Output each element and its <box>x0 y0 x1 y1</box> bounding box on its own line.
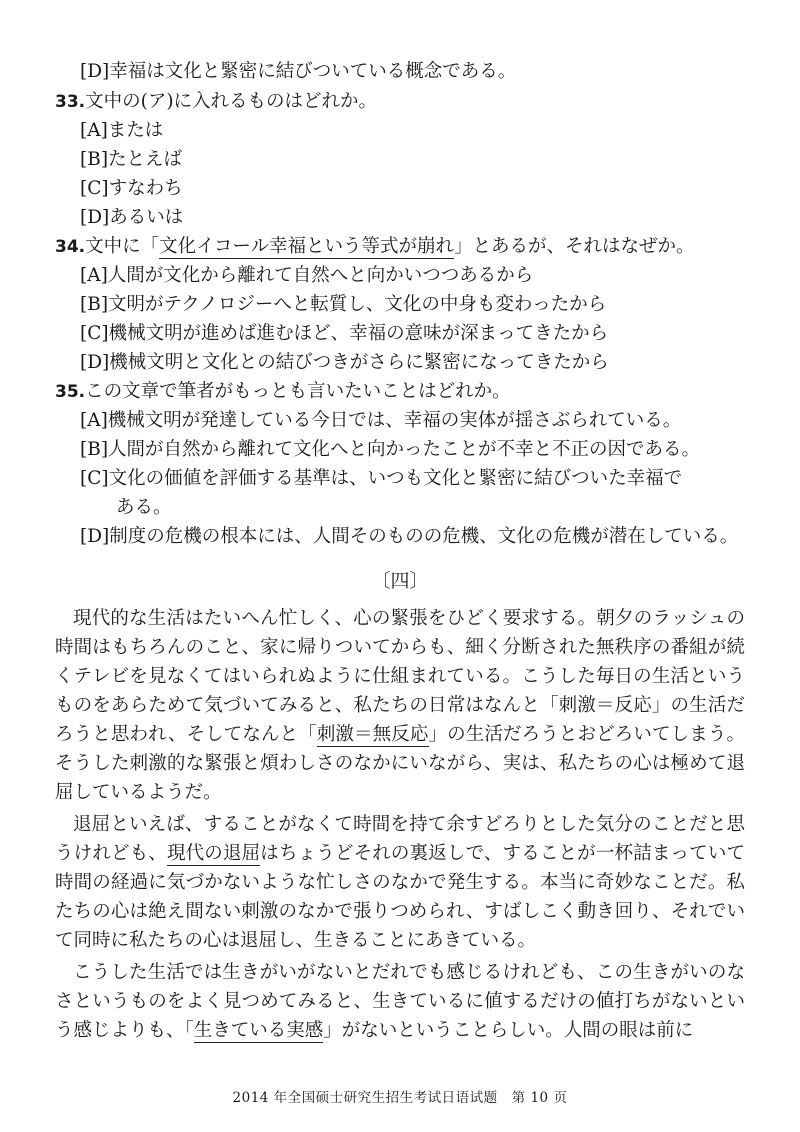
passage-paragraph-1 <box>55 604 745 807</box>
q35-stem <box>55 380 511 404</box>
q35-option-b: [B]人間が自然から離れて文化へと向かったことが不幸と不正の因である。 <box>80 439 701 460</box>
p1-text-a: 現代的な生活はたいへん忙しく、心の緊張をひどく要求する。朝夕のラッシュの時間はもちろんのこと、家に帰りついてからも、細く分断された無秩序の番組が続くテレビを見なくてはいられぬように仕組まれている。こうした毎日の生活というものをあらためて気づいてみると、私たちの日常はなんと「刺激＝反応」の生活だろうと思われ、そしてなんと「 <box>55 608 745 745</box>
q35-option-c-line1: [C]文化の価値を評価する基準は、いつも文化と緊密に結びついた幸福で <box>80 468 683 489</box>
passage-paragraph-2 <box>55 810 745 955</box>
q34-stem-pre: 文中に「 <box>85 236 160 257</box>
q33-option-d: [D]あるいは <box>80 207 184 228</box>
q34-option-b: [B]文明がテクノロジーへと転質し、文化の中身も変わったから <box>80 294 607 315</box>
p2-underlined: 現代の退屈 <box>166 843 261 864</box>
q33-number: 33. <box>55 92 86 112</box>
q33-option-a: [A]または <box>80 120 164 141</box>
q34-option-a: [A]人間が文化から離れて自然へと向かいつつあるから <box>80 265 534 286</box>
p3-underlined: 生きている実感 <box>193 1020 324 1041</box>
q33-stem <box>55 90 377 114</box>
q32-option-d: [D]幸福は文化と緊密に結びついている概念である。 <box>80 61 517 82</box>
q34-stem-post: 」とあるが、それはなぜか。 <box>454 236 695 257</box>
q34-option-d: [D]機械文明と文化との結びつきがさらに緊密になってきたから <box>80 352 609 373</box>
p1-underlined: 刺激＝無反応 <box>316 724 429 745</box>
q35-option-c-line2: ある。 <box>116 497 172 518</box>
p2-text-a: 退屈といえば、することがなくて時間を持て余すどろりとした気分のことだと思うけれども、 <box>55 814 745 864</box>
p3-text-b: 」がないということらしい。人間の眼は前に <box>323 1020 694 1041</box>
q35-stem-text: この文章で筆者がもっとも言いたいことはどれか。 <box>85 381 511 402</box>
section-heading: 〔四〕 <box>371 570 429 592</box>
q34-option-c: [C]機械文明が進めば進むほど、幸福の意味が深まってきたから <box>80 323 609 344</box>
page-footer: 2014 年全国硕士研究生招生考试日语试题 第 10 页 <box>232 1090 568 1106</box>
passage-paragraph-3 <box>55 958 745 1045</box>
p1-text-b: 」の生活だろうとおどろいてしまう。そうした刺激的な緊張と煩わしさのなかにいながら、実は、私たちの心は極めて退屈しているようだ。 <box>55 724 745 803</box>
p3-text-a: こうした生活では生きがいがないとだれでも感じるけれども、この生きがいのなさというものをよく見つめてみると、生きているに値するだけの値打ちがないという感じよりも、「 <box>55 962 745 1041</box>
q34-number: 34. <box>55 237 86 257</box>
q34-stem <box>55 235 695 259</box>
q33-option-c: [C]すなわち <box>80 178 183 199</box>
q33-option-b: [B]たとえば <box>80 149 183 170</box>
q33-stem-text: 文中の(ア)に入れるものはどれか。 <box>85 91 378 112</box>
q35-number: 35. <box>55 382 86 402</box>
q34-underlined-phrase: 文化イコール幸福という等式が崩れ <box>159 236 455 257</box>
q35-option-a: [A]機械文明が発達している今日では、幸福の実体が揺さぶられている。 <box>80 410 682 431</box>
q35-option-d: [D]制度の危機の根本には、人間そのものの危機、文化の危機が潜在している。 <box>80 526 739 547</box>
p2-text-b: はちょうどそれの裏返しで、することが一杯詰まっていて時間の経過に気づかないような忙しさのなかで発生する。本当に奇妙なことだ。私たちの心は絶え間ない刺激のなかで張りつめられ、すばしこく動き回り、それでいて同時に私たちの心は退屈し、生きることにあきている。 <box>55 843 745 951</box>
